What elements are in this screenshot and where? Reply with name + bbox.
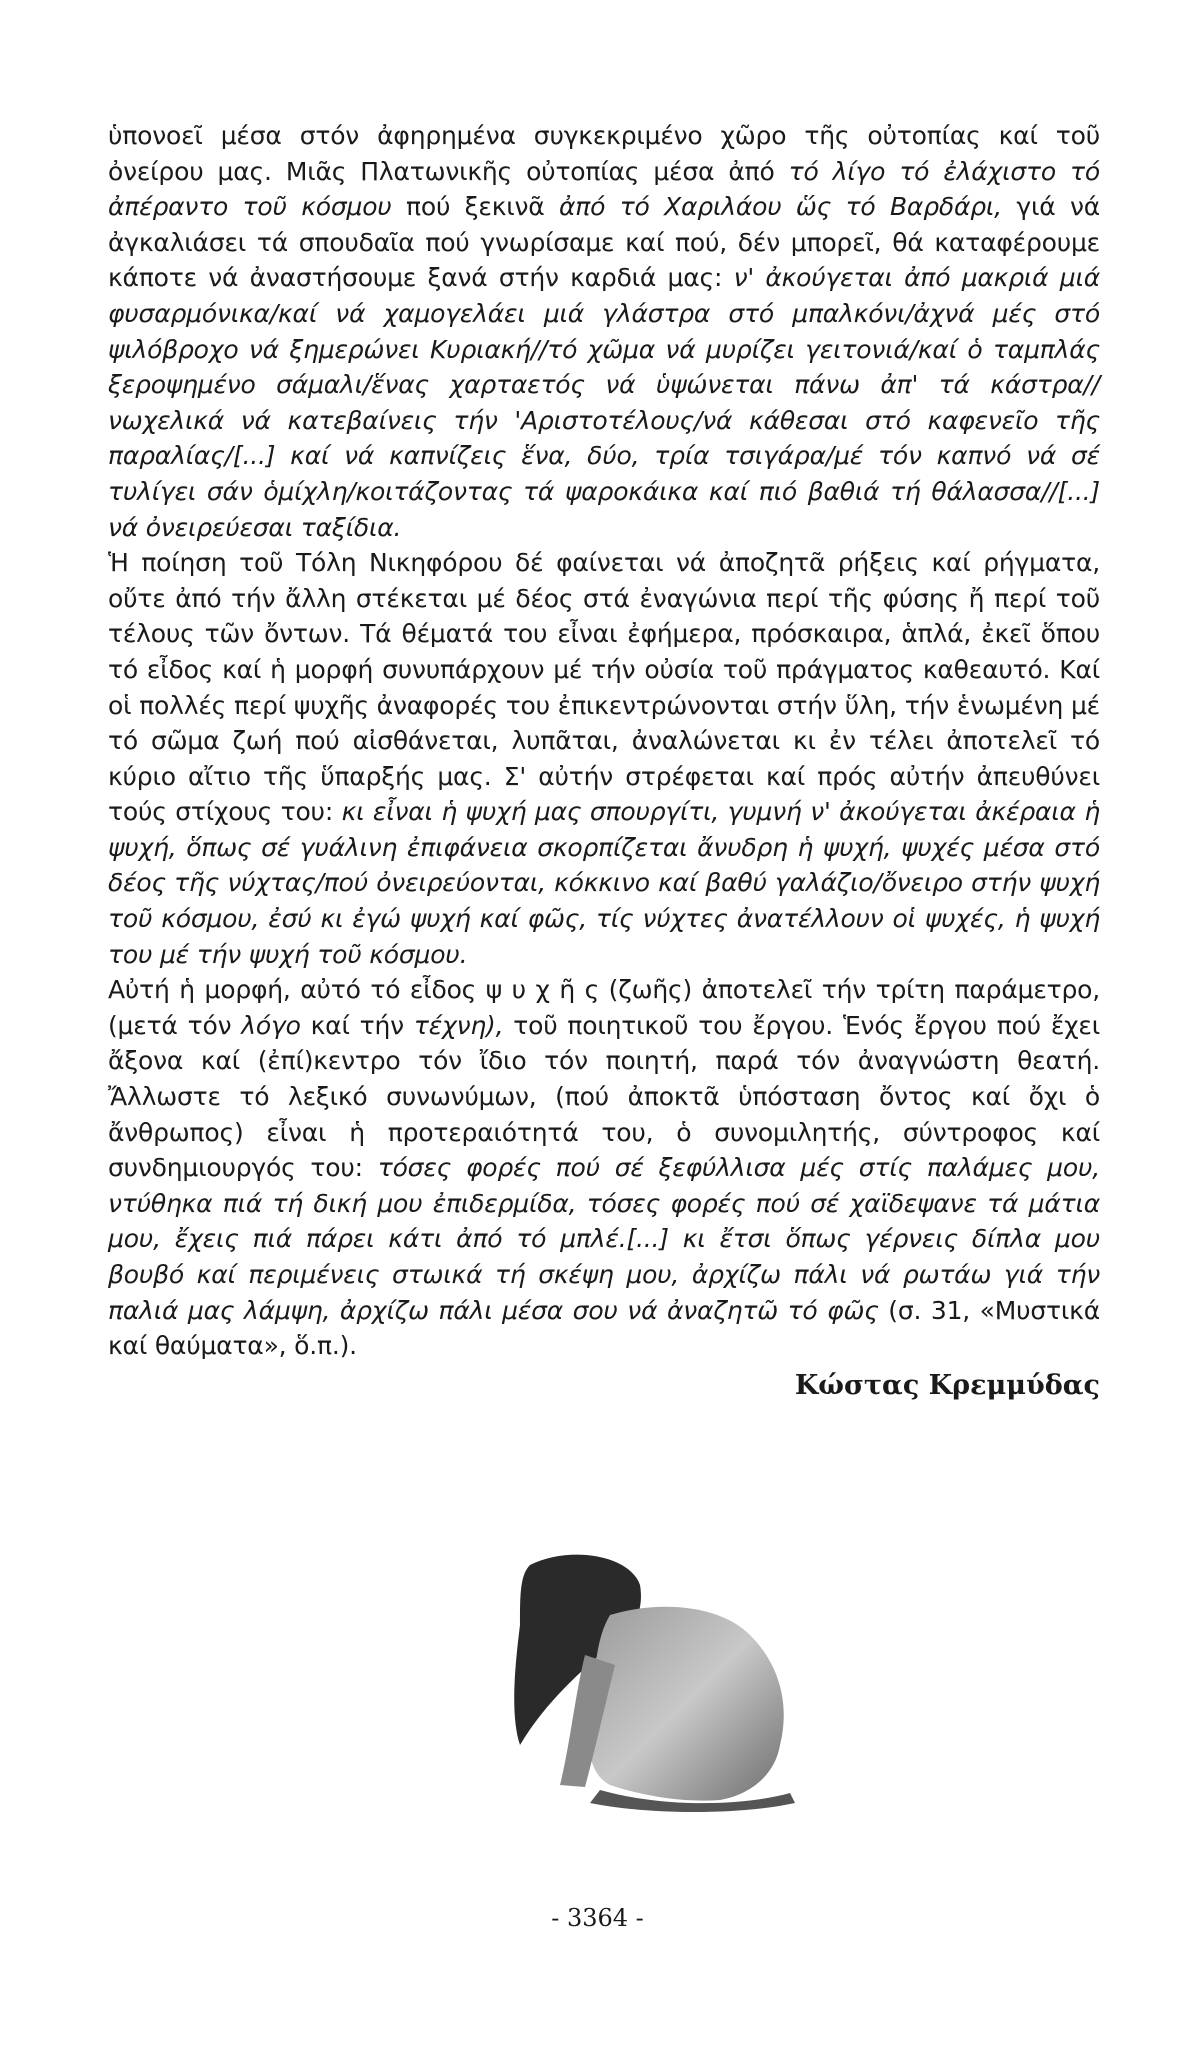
page-number: - 3364 - — [551, 1904, 644, 1932]
quoted-verse: λόγο — [241, 1010, 301, 1040]
kneeling-figure-illustration — [490, 1545, 820, 1815]
quoted-verse: ν' ἀκούγεται ἀπό μακριά μιά φυσαρμόνικα/καί νά χαμογελάει μιά γλάστρα στό μπαλκόνι/ἀχνά μές στό ψιλόβροχο νά ξημερώνει Κυριακή//τό χῶμα νά μυρίζει γειτονιά/καί ὁ ταμπλάς ξεροψημένο σάμαλι/ἕνας χαρταετός νά ὑψώνεται πάνω ἀπ' τά κάστρα//νωχελικά νά κατεβαίνεις τήν 'Αριστοτέλους/νά κάθεσαι στό καφενεῖο τῆς παραλίας/[...] καί νά καπνίζεις ἕνα, δύο, τρία τσιγάρα/μέ τόν καπνό νά σέ τυλίγει σάν ὁμίχλη/κοιτάζοντας τά ψαροκάικα καί πιό βαθιά τή θάλασσα//[...] νά ὀνειρεύεσαι ταξίδια. — [108, 263, 1100, 542]
text-run: πού ξεκινᾶ — [391, 192, 560, 222]
text-run: Ἡ ποίηση τοῦ Τόλη Νικηφόρου δέ φαίνεται νά ἀποζητᾶ ρήξεις καί ρήγματα, οὔτε ἀπό τήν ἄλλη στέκεται μέ δέος στά ἐναγώνια περί τῆς φύσης ἤ περί τοῦ τέλους τῶν ὄντων. Τά θέματά του εἶναι ἐφήμερα, πρόσκαιρα, ἁπλά, ἐκεῖ ὅπου τό εἶδος καί ἡ μορφή συνυπάρχουν μέ τήν οὐσία τοῦ πράγματος καθεαυτό. Καί οἱ πολλές περί ψυχῆς ἀναφορές του ἐπικεντρώνονται στήν ὕλη, τήν ἑνωμένη μέ τό σῶμα ζωή πού αἰσθάνεται, λυπᾶται, ἀναλώνεται κι ἐν τέλει ἀποτελεῖ τό κύριο αἴτιο τῆς ὕπαρξής μας. Σ' αὐτήν στρέφεται καί πρός αὐτήν ἀπευθύνει τούς στίχους του: — [108, 548, 1100, 827]
quoted-verse: τόσες φορές πού σέ ξεφύλλισα μές στίς παλάμες μου, ντύθηκα πιά τή δική μου ἐπιδερμίδα, τόσες φορές πού σέ χαϊδεψανε τά μάτια μου, ἔχεις πιά πάρει κάτι ἀπό τό μπλέ.[...] κι ἔτσι ὅπως γέρνεις δίπλα μου βουβό καί περιμένεις στωικά τή σκέψη μου, ἀρχίζω πάλι νά ρωτάω γιά τήν παλιά μας λάμψη, ἀρχίζω πάλι μέσα σου νά ἀναζητῶ τό φῶς — [108, 1153, 1100, 1325]
text-run: (σ. 31, «Μυστικά καί θαύματα», ὅ.π.). — [108, 1295, 1100, 1361]
quoted-verse: κι εἶναι ἡ ψυχή μας σπουργίτι, γυμνή ν' ἀκούγεται ἀκέραια ἡ ψυχή, ὅπως σέ γυάλινη ἐπιφάνεια σκορπίζεται ἄνυδρη ἡ ψυχή, ψυχές μέσα στό δέος τῆς νύχτας/πού ὀνειρεύονται, κόκκινο καί βαθύ γαλάζιο/ὄνειρο στήν ψυχή τοῦ κόσμου, ἐσύ κι ἐγώ ψυχή καί φῶς, τίς νύχτες ἀνατέλλουν οἱ ψυχές, ἡ ψυχή του μέ τήν ψυχή τοῦ κόσμου. — [108, 797, 1100, 969]
text-run: καί τήν — [300, 1010, 414, 1040]
quoted-verse: ἀπό τό Χαριλάου ὥς τό Βαρδάρι, — [559, 192, 1002, 222]
paragraph-3 — [108, 972, 1100, 1364]
quoted-verse: τέχνη), — [413, 1010, 504, 1040]
author-signature: Κώστας Κρεμμύδας — [794, 1369, 1100, 1401]
text-run: ὑπονοεῖ μέσα στόν ἀφηρημένα συγκεκριμένο χῶρο τῆς οὐτοπίας καί τοῦ ὀνείρου μας. Μιᾶς Πλατωνικῆς οὐτοπίας μέσα ἀπό — [108, 121, 1100, 186]
text-run: τοῦ ποιητικοῦ του ἔργου. Ἑνός ἔργου πού ἔχει ἄξονα καί (ἐπί)κεντρο τόν ἴδιο τόν ποιητή, παρά τόν ἀναγνώστη θεατή. Ἄλλωστε τό λεξικό συνωνύμων, (πού ἀποκτᾶ ὑπόσταση ὄντος καί ὄχι ὁ ἄνθρωπος) εἶναι ἡ προτεραιότητά του, ὁ συνομιλητής, σύντροφος καί συνδημιουργός του: — [108, 1010, 1100, 1183]
quoted-verse: τό λίγο τό ἐλάχιστο τό ἀπέραντο τοῦ κόσμου — [108, 156, 1100, 222]
text-run: γιά νά ἀγκαλιάσει τά σπουδαῖα πού γνωρίσαμε καί πού, δέν μπορεῖ, θά καταφέρουμε κάποτε νά ἀναστήσουμε ξανά στήν καρδιά μας: — [108, 192, 1100, 293]
paragraph-1 — [108, 118, 1100, 545]
text-run: Αὐτή ἡ μορφή, αὐτό τό εἶδος ψ υ χ ῆ ς (ζωῆς) ἀποτελεῖ τήν τρίτη παράμετρο, (μετά τόν — [108, 975, 1100, 1040]
article-body — [108, 118, 1100, 1401]
paragraph-2 — [108, 545, 1100, 972]
